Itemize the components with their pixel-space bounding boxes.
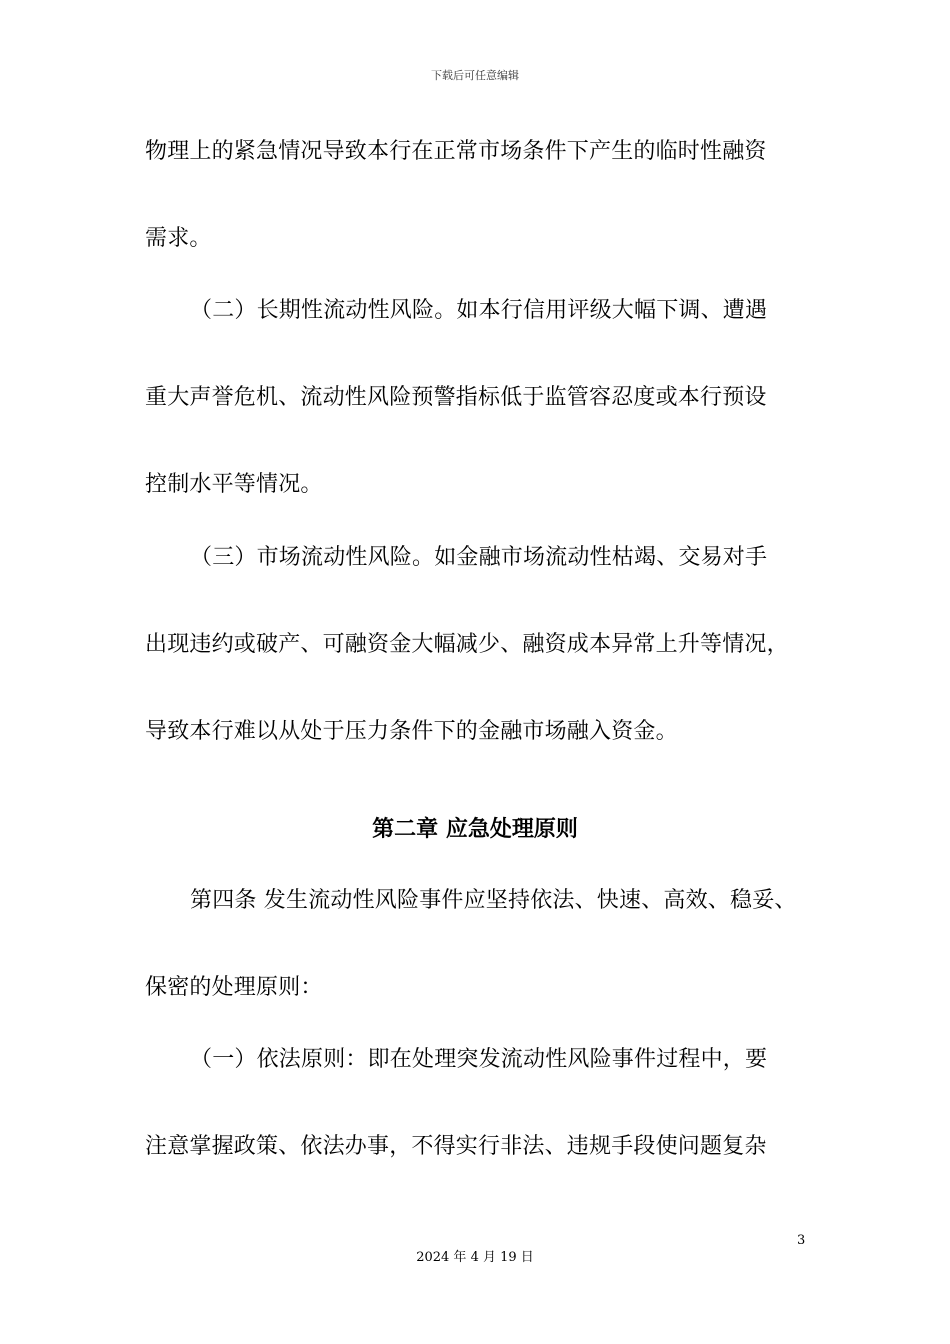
chapter-heading: 第二章 应急处理原则 xyxy=(372,817,578,842)
paragraph-line: 注意掌握政策、依法办事，不得实行非法、违规手段使问题复杂 xyxy=(145,1134,767,1159)
page-number: 3 xyxy=(797,1233,806,1248)
paragraph-line: 控制水平等情况。 xyxy=(145,472,323,497)
paragraph-line: 物理上的紧急情况导致本行在正常市场条件下产生的临时性融资 xyxy=(145,139,767,164)
paragraph-line: （二）长期性流动性风险。如本行信用评级大幅下调、遭遇 xyxy=(190,298,768,323)
page-header: 下载后可任意编辑 xyxy=(431,69,519,82)
paragraph-line: （三）市场流动性风险。如金融市场流动性枯竭、交易对手 xyxy=(190,545,768,570)
paragraph-line: 重大声誉危机、流动性风险预警指标低于监管容忍度或本行预设 xyxy=(145,385,767,410)
paragraph-line: （一）依法原则：即在处理突发流动性风险事件过程中，要 xyxy=(190,1047,768,1072)
paragraph-line: 第四条 发生流动性风险事件应坚持依法、快速、高效、稳妥、 xyxy=(190,888,797,913)
paragraph-line: 出现违约或破产、可融资金大幅减少、融资成本异常上升等情况， xyxy=(145,632,789,657)
paragraph-line: 保密的处理原则： xyxy=(145,975,323,1000)
footer-date: 2024 年 4 月 19 日 xyxy=(416,1250,534,1265)
paragraph-line: 导致本行难以从处于压力条件下的金融市场融入资金。 xyxy=(145,719,678,744)
paragraph-line: 需求。 xyxy=(145,226,212,251)
